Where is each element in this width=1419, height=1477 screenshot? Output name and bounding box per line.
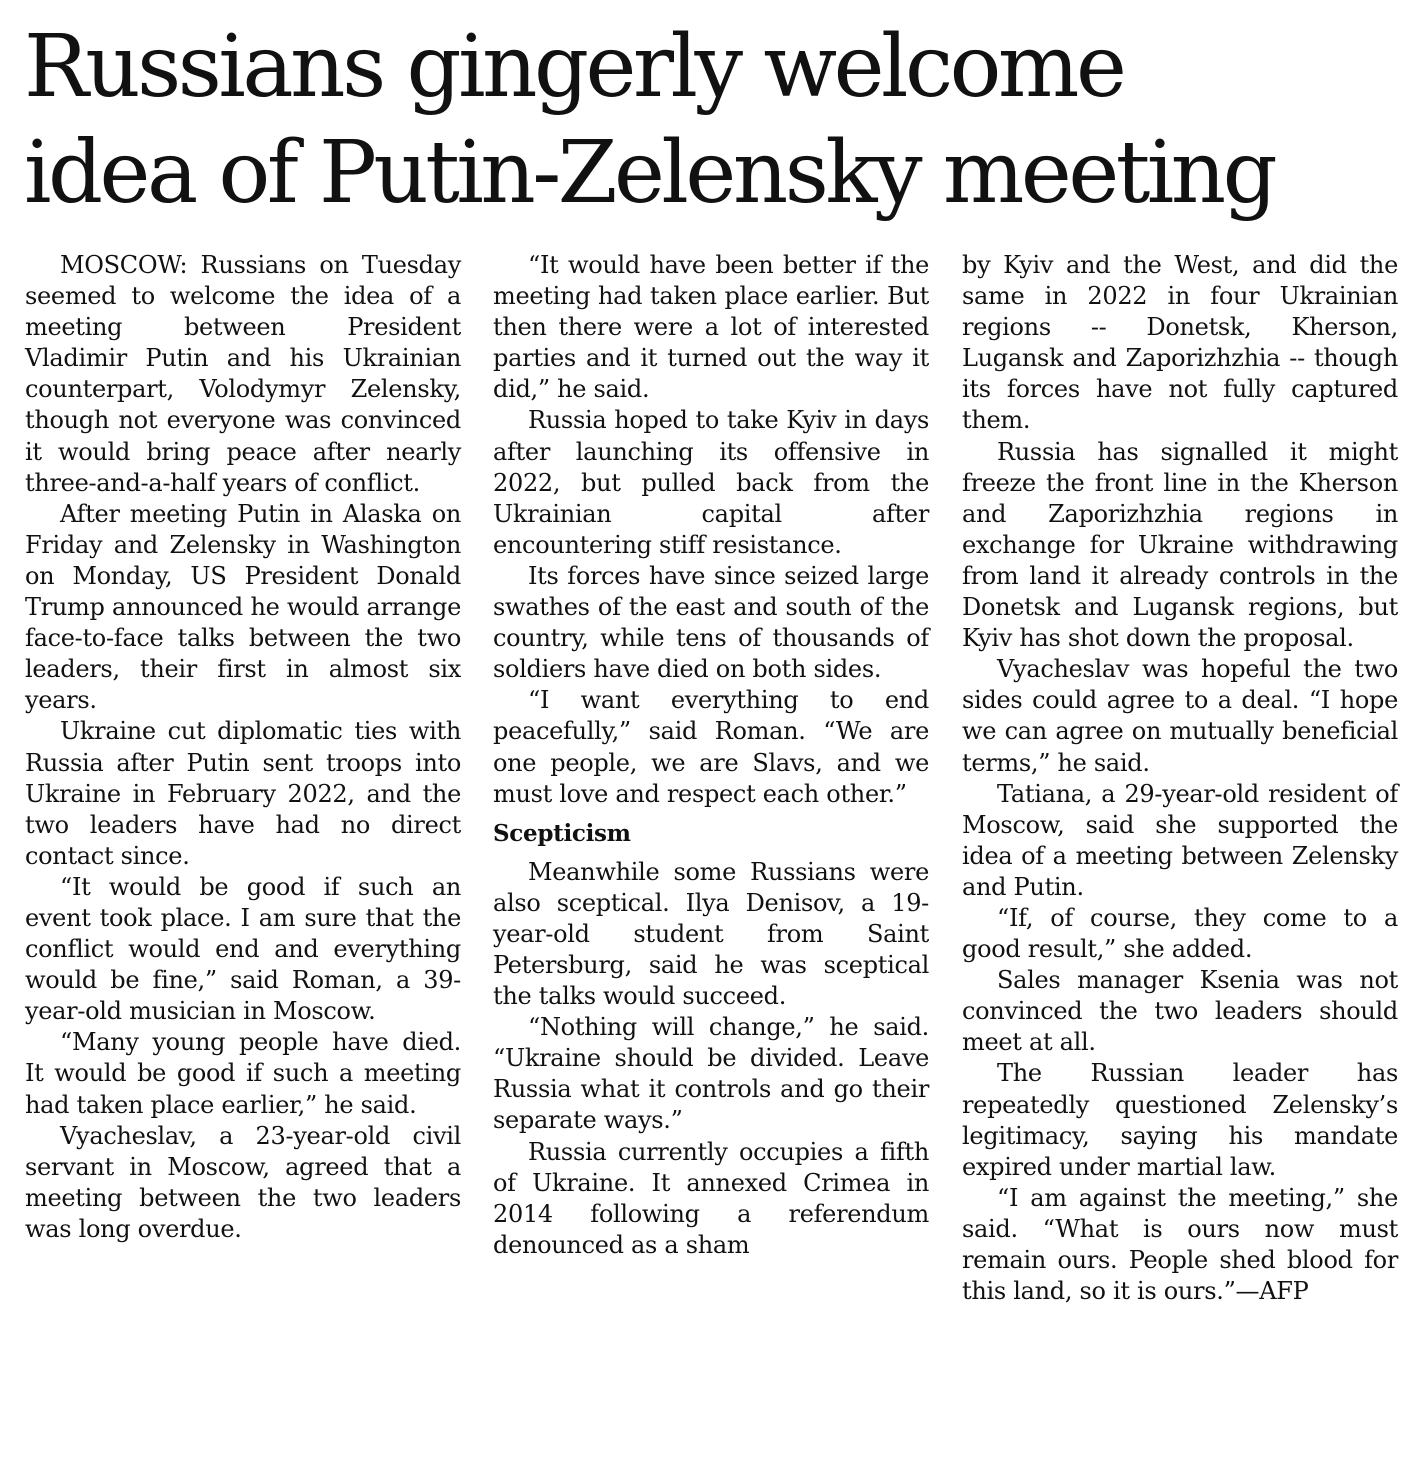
headline-line-2: idea of Putin-Zelensky meeting [24, 123, 1275, 223]
paragraph: Sales manager Ksenia was not convinced the two leaders should meet at all. [962, 966, 1398, 1057]
paragraph-closing: “I am against the meeting,” she said. “What is ours now must remain ours. People shed blood for this land, so it is ours.”—AFP [962, 1183, 1398, 1306]
paragraph: “It would be good if such an event took place. I am sure that the conflict would end and everything would be fine,” said Roman, a 39-year-old musician in Moscow. [25, 872, 461, 1026]
paragraph: “If, of course, they come to a good result,” she added. [962, 903, 1398, 964]
paragraph: Its forces have since seized large swathes of the east and south of the country, while tens of thousands of soldiers have died on both sides. [493, 561, 929, 684]
paragraph: “I want everything to end peacefully,” said Roman. “We are one people, we are Slavs, and we must love and respect each other.” [493, 686, 929, 808]
headline [24, 14, 1404, 226]
paragraph: Russia hoped to take Kyiv in days after launching its offensive in 2022, but pulled back from the Ukrainian capital after encountering stiff resistance. [493, 406, 929, 559]
section-subhead: Scepticism [493, 819, 631, 847]
paragraph: Vyacheslav, a 23-year-old civil servant in Moscow, agreed that a meeting between the two leaders was long overdue. [25, 1121, 461, 1243]
paragraph: Ukraine cut diplomatic ties with Russia after Putin sent troops into Ukraine in February 2022, and the two leaders have had no direct contact since. [25, 717, 461, 870]
paragraph: Russia currently occupies a fifth of Ukraine. It annexed Crimea in 2014 following a referendum denounced as a sham [493, 1137, 929, 1259]
paragraph: “Nothing will change,” he said. “Ukraine should be divided. Leave Russia what it controls and go their separate ways.” [493, 1013, 929, 1135]
paragraph: Meanwhile some Russians were also sceptical. Ilya Denisov, a 19-year-old student from Saint Petersburg, said he was sceptical the talks would succeed. [493, 857, 929, 1011]
paragraph: Russia has signalled it might freeze the front line in the Kherson and Zaporizhzhia regions in exchange for Ukraine withdrawing from land it already controls in the Donetsk and Lugansk regions, but Kyiv has shot down the proposal. [962, 437, 1398, 653]
paragraph: The Russian leader has repeatedly questioned Zelensky’s legitimacy, saying his mandate expired under martial law. [962, 1059, 1398, 1181]
paragraph-continuation: by Kyiv and the West, and did the same in 2022 in four Ukrainian regions -- Donetsk, Kherson, Lugansk and Zaporizhzhia -- though its forces have not fully captured them. [962, 251, 1398, 435]
paragraph: “Many young people have died. It would be good if such a meeting had taken place earlier,” he said. [25, 1028, 461, 1119]
paragraph: “It would have been better if the meeting had taken place earlier. But then there were a lot of interested parties and it turned out the way it did,” he said. [493, 251, 929, 404]
paragraph: After meeting Putin in Alaska on Friday and Zelensky in Washington on Monday, US President Donald Trump announced he would arrange face-to-face talks between the two leaders, their first in almost six years. [25, 499, 461, 715]
headline-line-1: Russians gingerly welcome [24, 17, 1124, 117]
article-column-3 [962, 250, 1398, 1307]
paragraph-dateline: MOSCOW: Russians on Tuesday seemed to welcome the idea of a meeting between President Vladimir Putin and his Ukrainian counterpart, Volodymyr Zelensky, though not everyone was convinced it would bring peace after nearly three-and-a-half years of conflict. [25, 251, 461, 497]
paragraph: Tatiana, a 29-year-old resident of Moscow, said she supported the idea of a meeting between Zelensky and Putin. [962, 779, 1398, 901]
article-column-2 [493, 250, 929, 1261]
article-column-1 [25, 250, 461, 1245]
paragraph: Vyacheslav was hopeful the two sides could agree to a deal. “I hope we can agree on mutually beneficial terms,” he said. [962, 655, 1398, 777]
